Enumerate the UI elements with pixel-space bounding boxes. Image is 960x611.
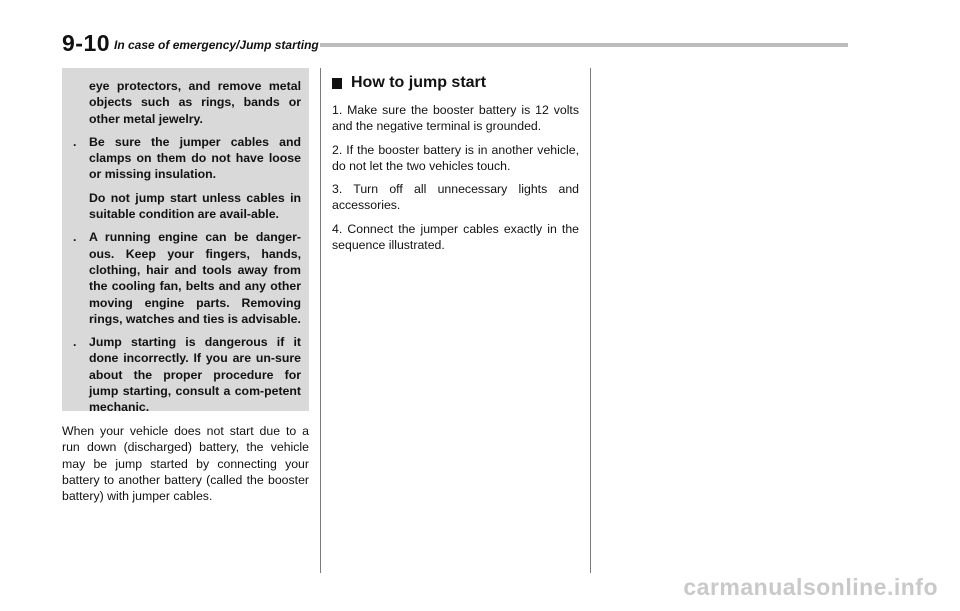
intro-paragraph: When your vehicle does not start due to a run down (discharged) battery, the vehicle may be jump started by connecting your battery to another battery (called the booster battery) with jumper cables. <box>62 424 309 504</box>
warning-item <box>62 334 301 415</box>
warning-item <box>62 229 301 327</box>
warning-item-text: Be sure the jumper cables and clamps on them do not have loose or missing insulation. <box>89 134 301 182</box>
warning-continuation: eye protectors, and remove metal objects such as rings, bands or other metal jewelry. <box>89 79 301 126</box>
warning-item <box>62 134 301 222</box>
step-item: 2. If the booster battery is in another vehicle, do not let the two vehicles touch. <box>332 142 579 173</box>
section-heading <box>332 74 579 92</box>
warning-box <box>62 68 309 415</box>
bullet-icon: . <box>73 230 77 245</box>
bullet-icon: . <box>73 134 77 149</box>
bullet-icon: . <box>73 335 77 350</box>
column-divider-left <box>320 68 321 573</box>
page-number: 9-10 <box>62 30 111 56</box>
step-item: 1. Make sure the booster battery is 12 volts and the negative terminal is grounded. <box>332 103 579 134</box>
page-header <box>62 30 848 54</box>
watermark: carmanualsonline.info <box>683 574 938 600</box>
section-title: In case of emergency/Jump starting <box>114 38 319 52</box>
square-bullet-icon <box>332 78 342 89</box>
step-item: 3. Turn off all unnecessary lights and accessories. <box>332 182 579 213</box>
header-rule <box>320 43 848 47</box>
step-item: 4. Connect the jumper cables exactly in the sequence illustrated. <box>332 221 579 253</box>
warning-item-text: Jump starting is dangerous if it done incorrectly. If you are un-sure about the proper procedure for jump starting, consult a com-petent mechanic. <box>89 335 301 415</box>
step-list <box>332 102 579 253</box>
warning-item-text: A running engine can be danger-ous. Keep your fingers, hands, clothing, hair and tools away from the cooling fan, belts and any other moving engine parts. Removing rings, watches and ties is advisable. <box>89 230 301 326</box>
column-divider-right <box>590 68 591 573</box>
heading-text: How to jump start <box>351 74 487 91</box>
how-to-section <box>332 74 579 260</box>
warning-item-subtext: Do not jump start unless cables in suitable condition are avail-able. <box>89 190 301 222</box>
